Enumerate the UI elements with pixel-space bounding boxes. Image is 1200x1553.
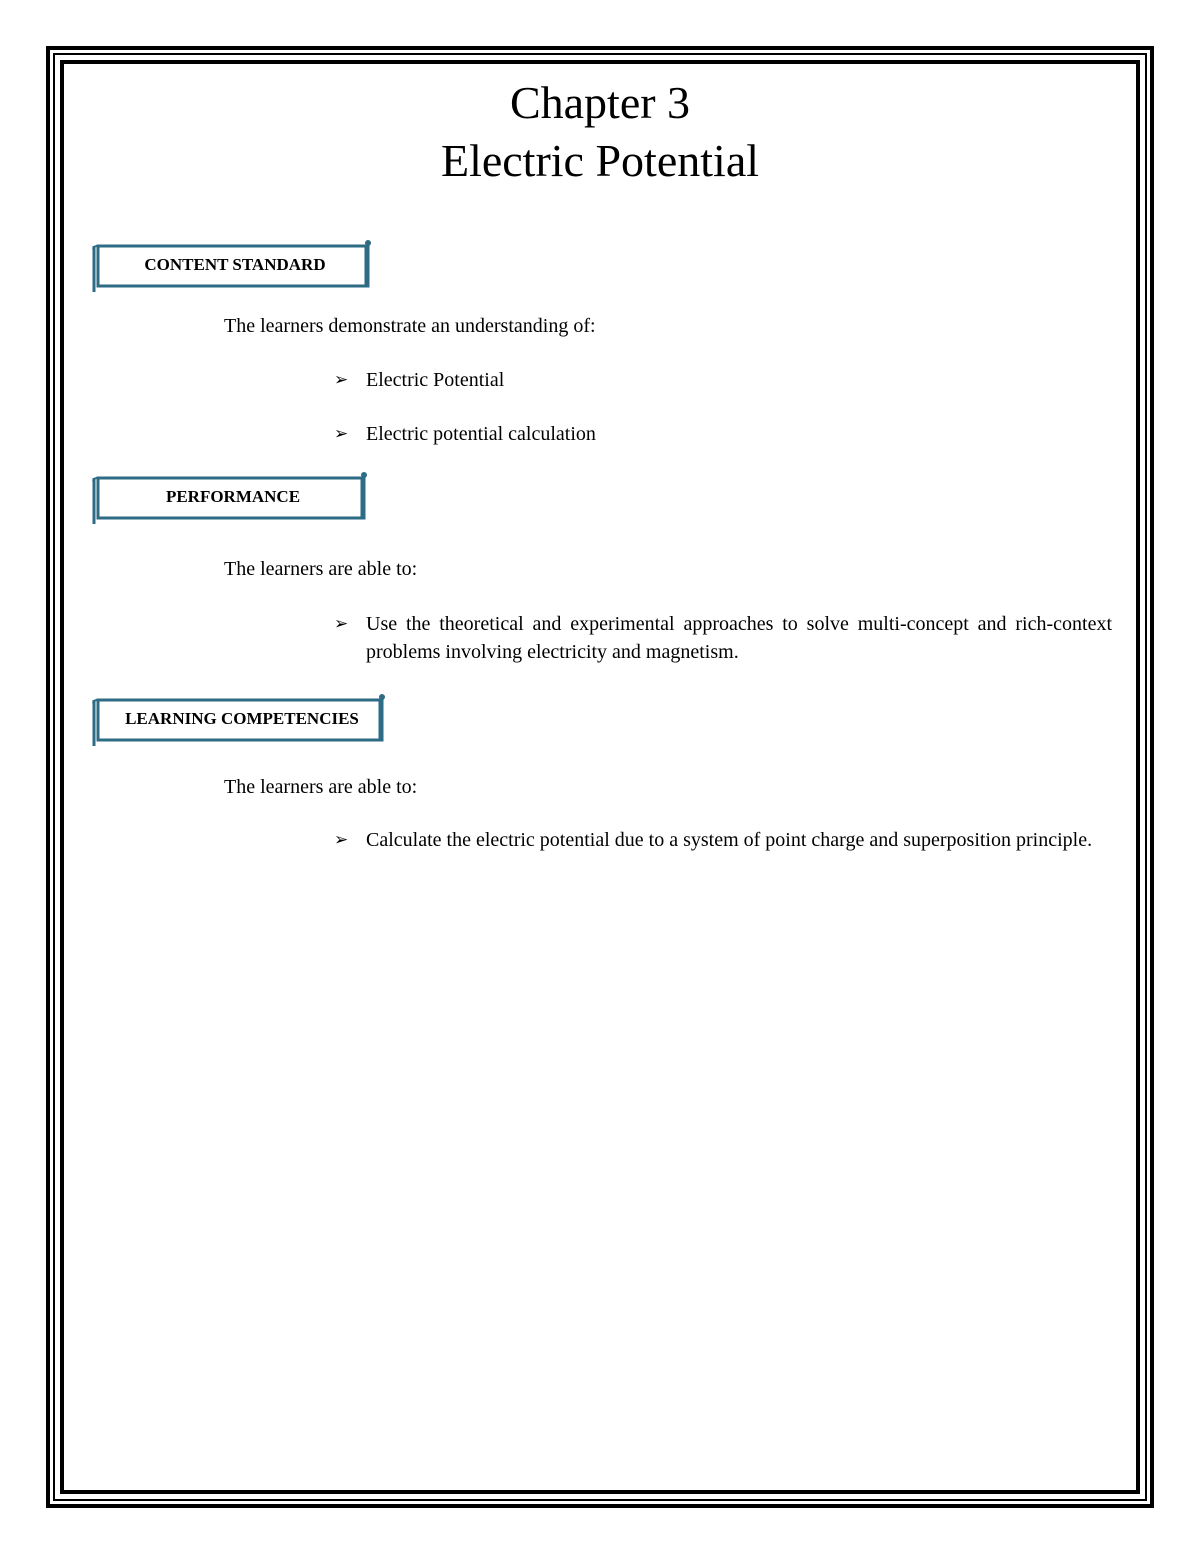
arrowhead-bullet-icon: ➢	[334, 614, 349, 634]
list-item: ➢ Calculate the electric potential due to a system of point charge and superposition principle.	[334, 826, 1112, 854]
list-item: ➢ Electric potential calculation	[334, 420, 1112, 448]
performance-banner	[90, 472, 370, 516]
section-heading: CONTENT STANDARD	[144, 255, 326, 274]
section-heading: LEARNING COMPETENCIES	[125, 709, 359, 728]
chapter-name: Electric Potential	[440, 135, 760, 186]
section-heading: PERFORMANCE	[165, 487, 301, 506]
arrowhead-bullet-icon: ➢	[334, 830, 349, 850]
section-intro: The learners are able to:	[224, 776, 418, 798]
arrowhead-bullet-icon: ➢	[334, 424, 349, 444]
chapter-number: Chapter 3	[509, 77, 691, 128]
content-standard-banner	[90, 240, 374, 284]
learning-competencies-banner	[90, 694, 388, 738]
section-intro: The learners are able to:	[224, 558, 418, 580]
arrowhead-bullet-icon: ➢	[334, 370, 349, 390]
list-item: ➢ Use the theoretical and experimental approaches to solve multi-concept and rich-context problems involving electricity and magnetism.	[334, 610, 1112, 666]
section-intro: The learners demonstrate an understanding of:	[224, 315, 596, 337]
chapter-title	[0, 74, 1200, 190]
list-item: ➢ Electric Potential	[334, 366, 1112, 394]
